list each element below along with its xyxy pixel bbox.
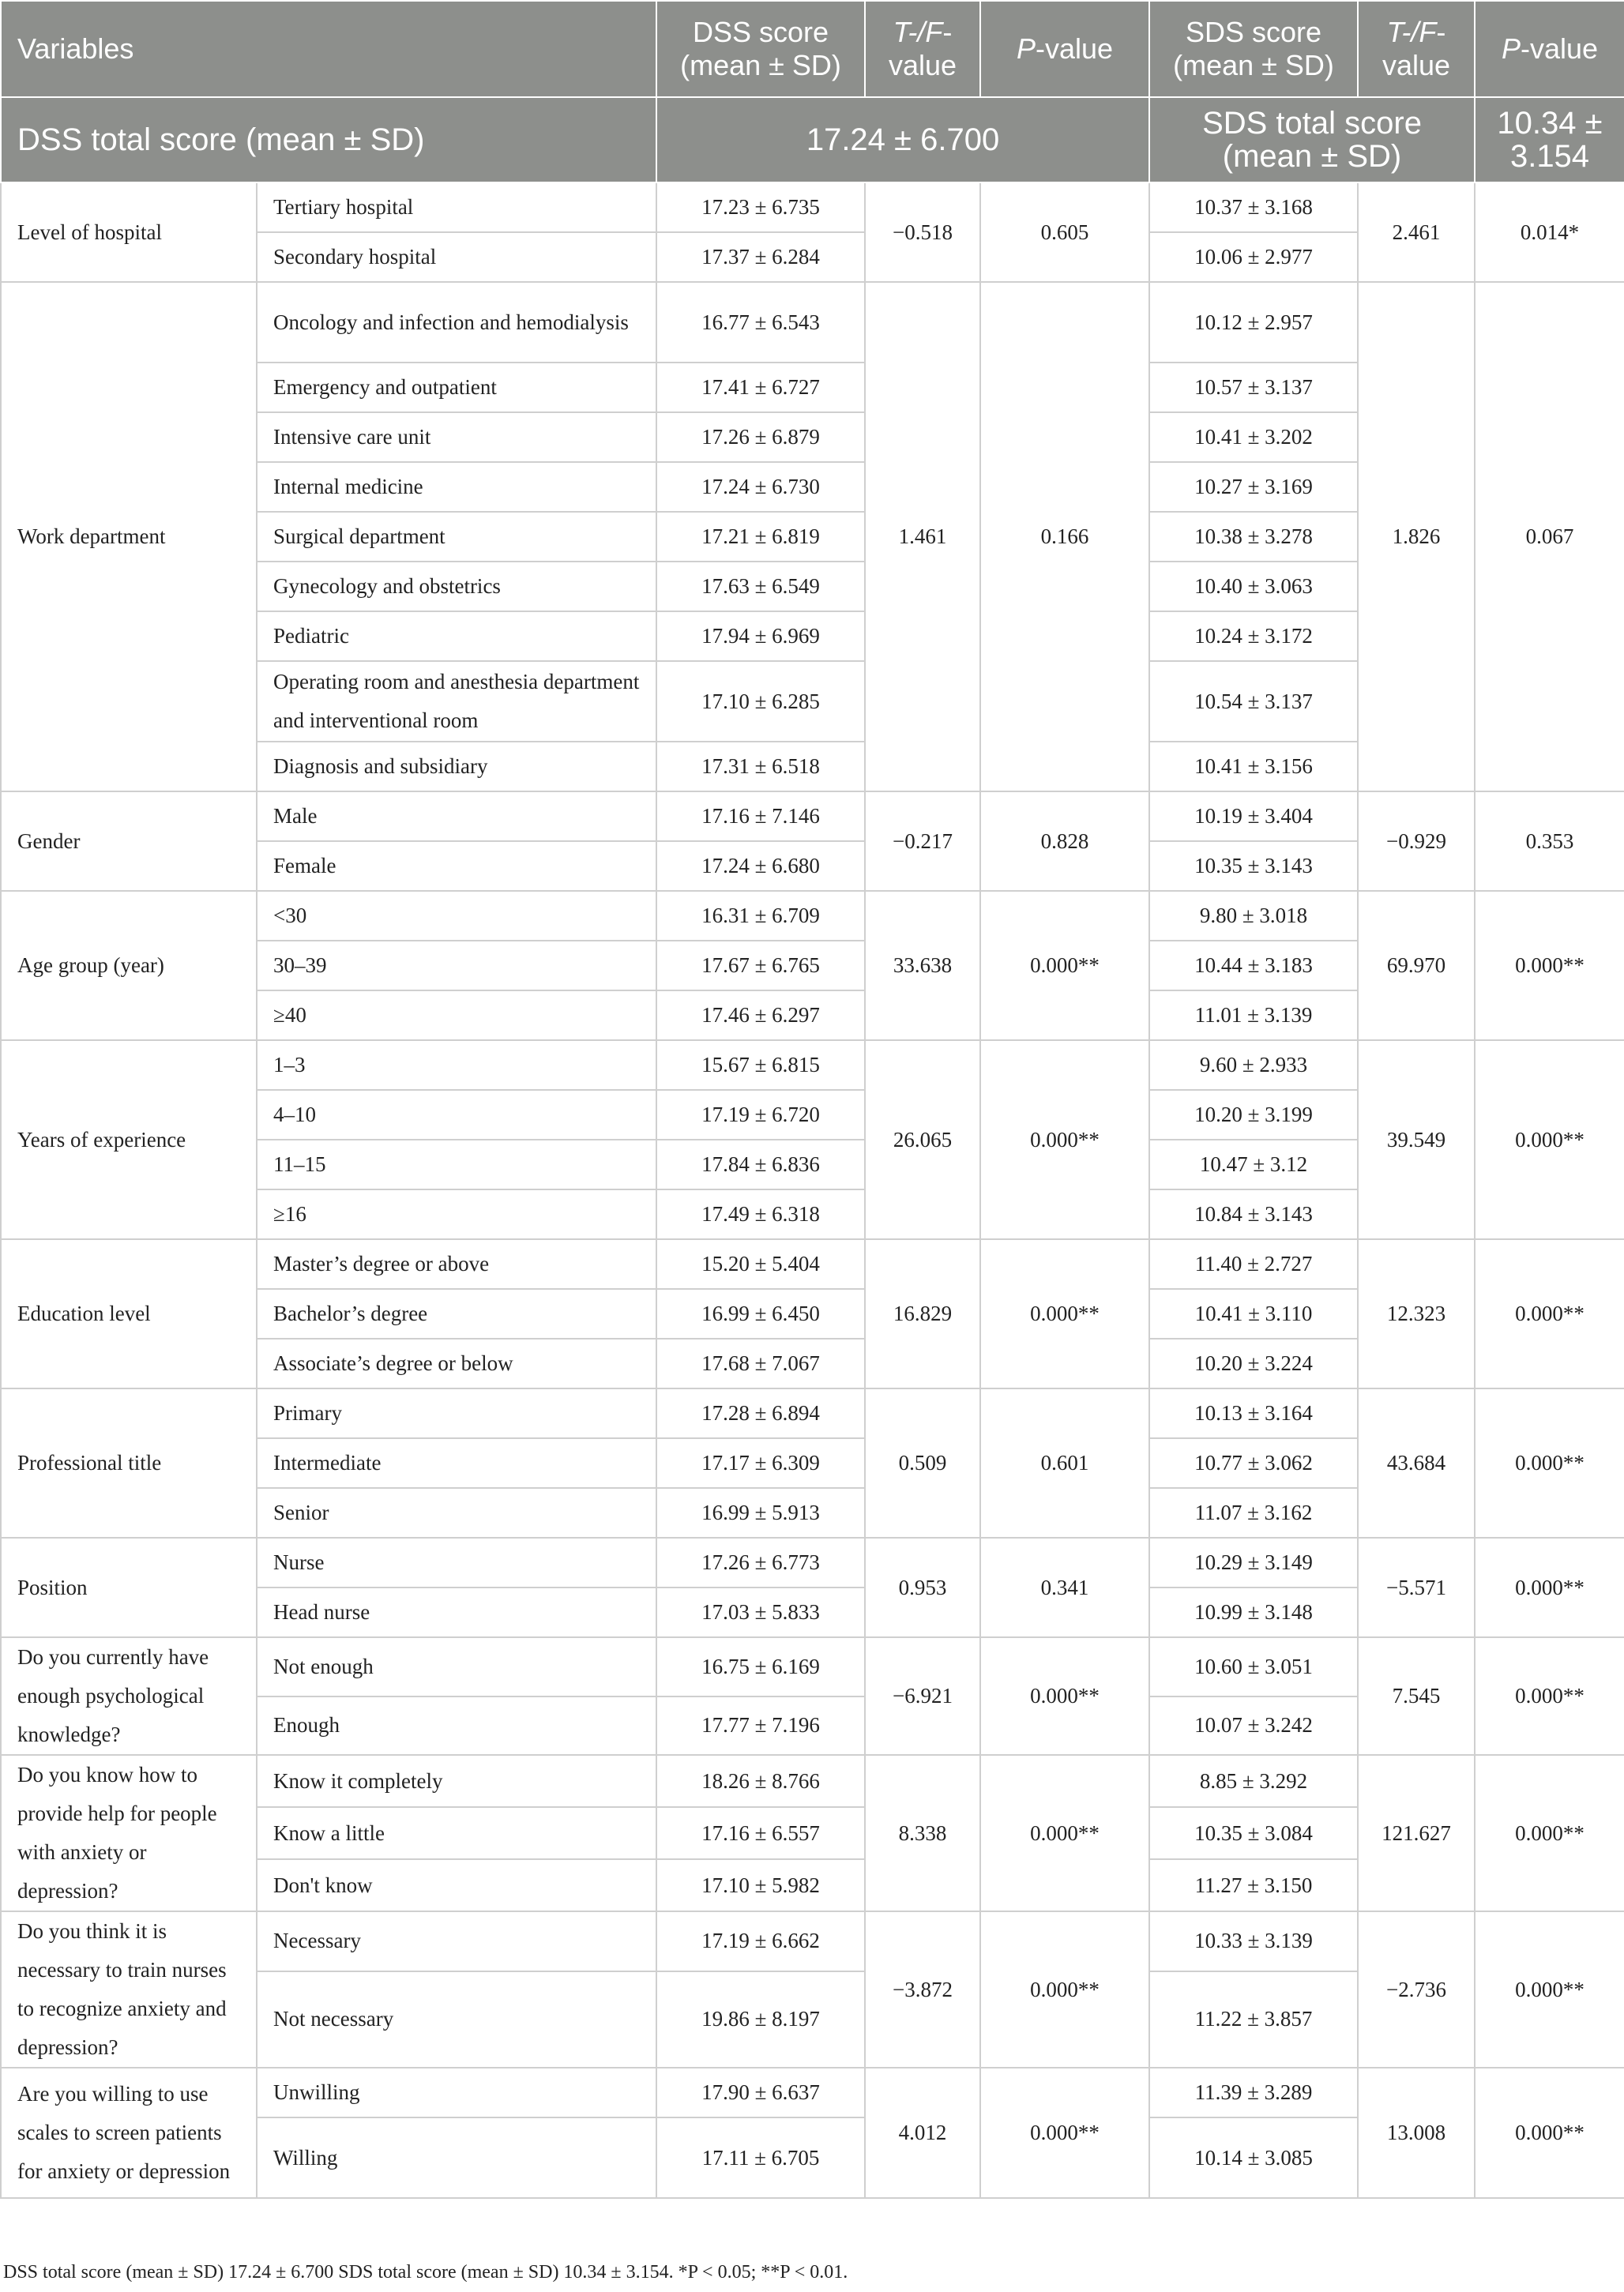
sds-score-cell: 10.35 ± 3.143 bbox=[1149, 841, 1358, 891]
t-f-dss-cell: 4.012 bbox=[865, 2068, 980, 2198]
t-f-dss-cell: 1.461 bbox=[865, 282, 980, 791]
category-cell: 4–10 bbox=[257, 1090, 656, 1140]
category-cell: 11–15 bbox=[257, 1140, 656, 1189]
sds-score-cell: 10.33 ± 3.139 bbox=[1149, 1911, 1358, 1971]
p-sds-cell: 0.000** bbox=[1475, 1388, 1624, 1538]
dss-score-cell: 17.63 ± 6.549 bbox=[656, 562, 865, 611]
header-dss-score: DSS score (mean ± SD) bbox=[656, 1, 865, 97]
header-t-f-italic: T-/F bbox=[1386, 16, 1437, 48]
sds-score-cell: 10.06 ± 2.977 bbox=[1149, 232, 1358, 282]
sds-total-label: SDS total score (mean ± SD) bbox=[1149, 97, 1475, 182]
dss-score-cell: 15.20 ± 5.404 bbox=[656, 1239, 865, 1289]
table-row bbox=[1, 1755, 1624, 1807]
variable-cell: Do you currently have enough psychological knowledge? bbox=[1, 1637, 257, 1755]
dss-score-cell: 17.94 ± 6.969 bbox=[656, 611, 865, 661]
sds-score-cell: 11.39 ± 3.289 bbox=[1149, 2068, 1358, 2117]
category-cell: Senior bbox=[257, 1488, 656, 1538]
t-f-sds-cell: −2.736 bbox=[1358, 1911, 1475, 2068]
variable-cell: Do you think it is necessary to train nurses to recognize anxiety and depression? bbox=[1, 1911, 257, 2068]
dss-score-cell: 17.19 ± 6.662 bbox=[656, 1911, 865, 1971]
dss-score-cell: 16.99 ± 5.913 bbox=[656, 1488, 865, 1538]
category-cell: ≥16 bbox=[257, 1189, 656, 1239]
sds-score-cell: 10.37 ± 3.168 bbox=[1149, 182, 1358, 232]
p-dss-cell: 0.601 bbox=[980, 1388, 1149, 1538]
category-cell: Gynecology and obstetrics bbox=[257, 562, 656, 611]
table-row bbox=[1, 1239, 1624, 1289]
sds-score-cell: 10.84 ± 3.143 bbox=[1149, 1189, 1358, 1239]
category-cell: Bachelor’s degree bbox=[257, 1289, 656, 1339]
dss-score-cell: 17.24 ± 6.730 bbox=[656, 462, 865, 512]
dss-score-cell: 17.77 ± 7.196 bbox=[656, 1696, 865, 1756]
sds-score-cell: 11.01 ± 3.139 bbox=[1149, 990, 1358, 1040]
sds-score-cell: 10.07 ± 3.242 bbox=[1149, 1696, 1358, 1756]
table-row bbox=[1, 1538, 1624, 1587]
dss-score-cell: 17.84 ± 6.836 bbox=[656, 1140, 865, 1189]
p-dss-cell: 0.000** bbox=[980, 891, 1149, 1040]
header-t-f-value-sds bbox=[1358, 1, 1475, 97]
table-footnote: DSS total score (mean ± SD) 17.24 ± 6.700 SDS total score (mean ± SD) 10.34 ± 3.154. *P < 0.05; **P < 0.01. bbox=[3, 2262, 848, 2283]
sds-score-cell: 10.27 ± 3.169 bbox=[1149, 462, 1358, 512]
t-f-dss-cell: −6.921 bbox=[865, 1637, 980, 1755]
dss-score-cell: 17.19 ± 6.720 bbox=[656, 1090, 865, 1140]
t-f-sds-cell: 39.549 bbox=[1358, 1040, 1475, 1239]
dss-score-cell: 15.67 ± 6.815 bbox=[656, 1040, 865, 1090]
category-cell: Know a little bbox=[257, 1807, 656, 1859]
dss-score-cell: 17.46 ± 6.297 bbox=[656, 990, 865, 1040]
dss-score-cell: 17.16 ± 6.557 bbox=[656, 1807, 865, 1859]
dss-score-cell: 17.41 ± 6.727 bbox=[656, 363, 865, 412]
variable-cell: Professional title bbox=[1, 1388, 257, 1538]
header-p-suffix: -value bbox=[1520, 32, 1599, 65]
dss-score-cell: 17.67 ± 6.765 bbox=[656, 941, 865, 990]
dss-score-cell: 17.10 ± 5.982 bbox=[656, 1859, 865, 1911]
dss-score-cell: 17.11 ± 6.705 bbox=[656, 2117, 865, 2198]
t-f-sds-cell: 121.627 bbox=[1358, 1755, 1475, 1911]
variable-cell: Years of experience bbox=[1, 1040, 257, 1239]
t-f-dss-cell: −0.518 bbox=[865, 182, 980, 282]
category-cell: <30 bbox=[257, 891, 656, 941]
header-p-italic: P bbox=[1016, 32, 1036, 65]
category-cell: Intensive care unit bbox=[257, 412, 656, 462]
header-row bbox=[1, 1, 1624, 97]
p-dss-cell: 0.000** bbox=[980, 1239, 1149, 1388]
t-f-dss-cell: 26.065 bbox=[865, 1040, 980, 1239]
t-f-dss-cell: 8.338 bbox=[865, 1755, 980, 1911]
table-row bbox=[1, 282, 1624, 363]
p-sds-cell: 0.067 bbox=[1475, 282, 1624, 791]
t-f-dss-cell: 16.829 bbox=[865, 1239, 980, 1388]
p-sds-cell: 0.000** bbox=[1475, 1755, 1624, 1911]
table-row bbox=[1, 1911, 1624, 1971]
table-row bbox=[1, 1388, 1624, 1438]
table-row bbox=[1, 1637, 1624, 1696]
sds-score-cell: 10.99 ± 3.148 bbox=[1149, 1587, 1358, 1637]
category-cell: Head nurse bbox=[257, 1587, 656, 1637]
sds-score-cell: 10.77 ± 3.062 bbox=[1149, 1438, 1358, 1488]
header-p-suffix: -value bbox=[1035, 32, 1114, 65]
category-cell: Enough bbox=[257, 1696, 656, 1756]
table-row bbox=[1, 791, 1624, 841]
sds-score-cell: 10.35 ± 3.084 bbox=[1149, 1807, 1358, 1859]
dss-score-cell: 17.37 ± 6.284 bbox=[656, 232, 865, 282]
category-cell: Male bbox=[257, 791, 656, 841]
category-cell: 1–3 bbox=[257, 1040, 656, 1090]
category-cell: Intermediate bbox=[257, 1438, 656, 1488]
sds-score-cell: 8.85 ± 3.292 bbox=[1149, 1755, 1358, 1807]
category-cell: Unwilling bbox=[257, 2068, 656, 2117]
category-cell: Necessary bbox=[257, 1911, 656, 1971]
category-cell: Not enough bbox=[257, 1637, 656, 1696]
category-cell: Operating room and anesthesia department and interventional room bbox=[257, 661, 656, 742]
sds-score-cell: 9.60 ± 2.933 bbox=[1149, 1040, 1358, 1090]
category-cell: Willing bbox=[257, 2117, 656, 2198]
header-p-italic: P bbox=[1501, 32, 1521, 65]
header-t-f-suffix: -value bbox=[888, 16, 957, 81]
header-sds-score: SDS score (mean ± SD) bbox=[1149, 1, 1358, 97]
sds-score-cell: 10.20 ± 3.224 bbox=[1149, 1339, 1358, 1388]
sds-score-cell: 10.20 ± 3.199 bbox=[1149, 1090, 1358, 1140]
t-f-sds-cell: 1.826 bbox=[1358, 282, 1475, 791]
p-dss-cell: 0.000** bbox=[980, 1755, 1149, 1911]
t-f-dss-cell: 33.638 bbox=[865, 891, 980, 1040]
category-cell: Oncology and infection and hemodialysis bbox=[257, 282, 656, 363]
sds-score-cell: 11.40 ± 2.727 bbox=[1149, 1239, 1358, 1289]
dss-score-cell: 16.77 ± 6.543 bbox=[656, 282, 865, 363]
p-dss-cell: 0.605 bbox=[980, 182, 1149, 282]
t-f-dss-cell: −3.872 bbox=[865, 1911, 980, 2068]
header-t-f-value-dss bbox=[865, 1, 980, 97]
t-f-sds-cell: 12.323 bbox=[1358, 1239, 1475, 1388]
header-p-value-dss bbox=[980, 1, 1149, 97]
sds-score-cell: 10.57 ± 3.137 bbox=[1149, 363, 1358, 412]
sds-score-cell: 10.44 ± 3.183 bbox=[1149, 941, 1358, 990]
dss-score-cell: 17.26 ± 6.773 bbox=[656, 1538, 865, 1587]
dss-score-cell: 17.26 ± 6.879 bbox=[656, 412, 865, 462]
dss-total-label: DSS total score (mean ± SD) bbox=[1, 97, 656, 182]
dss-score-cell: 17.68 ± 7.067 bbox=[656, 1339, 865, 1388]
sds-score-cell: 10.47 ± 3.12 bbox=[1149, 1140, 1358, 1189]
p-dss-cell: 0.000** bbox=[980, 1911, 1149, 2068]
sds-score-cell: 10.12 ± 2.957 bbox=[1149, 282, 1358, 363]
dss-score-cell: 18.26 ± 8.766 bbox=[656, 1755, 865, 1807]
t-f-sds-cell: 13.008 bbox=[1358, 2068, 1475, 2198]
variable-cell: Level of hospital bbox=[1, 182, 257, 282]
dss-score-cell: 17.24 ± 6.680 bbox=[656, 841, 865, 891]
dss-score-cell: 17.16 ± 7.146 bbox=[656, 791, 865, 841]
category-cell: Primary bbox=[257, 1388, 656, 1438]
variable-cell: Position bbox=[1, 1538, 257, 1637]
category-cell: Know it completely bbox=[257, 1755, 656, 1807]
category-cell: Don't know bbox=[257, 1859, 656, 1911]
dss-score-cell: 17.49 ± 6.318 bbox=[656, 1189, 865, 1239]
p-dss-cell: 0.000** bbox=[980, 2068, 1149, 2198]
t-f-sds-cell: −5.571 bbox=[1358, 1538, 1475, 1637]
category-cell: ≥40 bbox=[257, 990, 656, 1040]
dss-score-cell: 17.10 ± 6.285 bbox=[656, 661, 865, 742]
header-t-f-suffix: -value bbox=[1382, 16, 1451, 81]
sds-score-cell: 10.24 ± 3.172 bbox=[1149, 611, 1358, 661]
p-sds-cell: 0.000** bbox=[1475, 1911, 1624, 2068]
t-f-sds-cell: 7.545 bbox=[1358, 1637, 1475, 1755]
category-cell: Diagnosis and subsidiary bbox=[257, 742, 656, 791]
sds-score-cell: 10.41 ± 3.202 bbox=[1149, 412, 1358, 462]
p-sds-cell: 0.000** bbox=[1475, 891, 1624, 1040]
header-p-value-sds bbox=[1475, 1, 1624, 97]
sds-score-cell: 10.14 ± 3.085 bbox=[1149, 2117, 1358, 2198]
category-cell: Emergency and outpatient bbox=[257, 363, 656, 412]
t-f-sds-cell: 2.461 bbox=[1358, 182, 1475, 282]
category-cell: Female bbox=[257, 841, 656, 891]
category-cell: Secondary hospital bbox=[257, 232, 656, 282]
sds-score-cell: 11.22 ± 3.857 bbox=[1149, 1971, 1358, 2068]
p-sds-cell: 0.000** bbox=[1475, 1040, 1624, 1239]
category-cell: Not necessary bbox=[257, 1971, 656, 2068]
category-cell: Master’s degree or above bbox=[257, 1239, 656, 1289]
variable-cell: Age group (year) bbox=[1, 891, 257, 1040]
dss-score-cell: 17.03 ± 5.833 bbox=[656, 1587, 865, 1637]
dss-score-cell: 16.75 ± 6.169 bbox=[656, 1637, 865, 1696]
sds-score-cell: 10.13 ± 3.164 bbox=[1149, 1388, 1358, 1438]
category-cell: Pediatric bbox=[257, 611, 656, 661]
p-sds-cell: 0.000** bbox=[1475, 2068, 1624, 2198]
dss-score-cell: 17.28 ± 6.894 bbox=[656, 1388, 865, 1438]
t-f-dss-cell: −0.217 bbox=[865, 791, 980, 891]
dss-score-cell: 17.17 ± 6.309 bbox=[656, 1438, 865, 1488]
sds-score-cell: 10.41 ± 3.156 bbox=[1149, 742, 1358, 791]
p-sds-cell: 0.000** bbox=[1475, 1637, 1624, 1755]
sds-total-value: 10.34 ± 3.154 bbox=[1475, 97, 1624, 182]
header-t-f-italic: T-/F bbox=[893, 16, 943, 48]
p-sds-cell: 0.000** bbox=[1475, 1239, 1624, 1388]
variable-cell: Education level bbox=[1, 1239, 257, 1388]
sds-score-cell: 10.41 ± 3.110 bbox=[1149, 1289, 1358, 1339]
p-sds-cell: 0.353 bbox=[1475, 791, 1624, 891]
t-f-dss-cell: 0.953 bbox=[865, 1538, 980, 1637]
p-dss-cell: 0.000** bbox=[980, 1637, 1149, 1755]
sds-score-cell: 11.27 ± 3.150 bbox=[1149, 1859, 1358, 1911]
p-sds-cell: 0.014* bbox=[1475, 182, 1624, 282]
sds-score-cell: 10.60 ± 3.051 bbox=[1149, 1637, 1358, 1696]
dss-score-cell: 17.21 ± 6.819 bbox=[656, 512, 865, 562]
dss-score-cell: 17.23 ± 6.735 bbox=[656, 182, 865, 232]
p-dss-cell: 0.000** bbox=[980, 1040, 1149, 1239]
t-f-sds-cell: −0.929 bbox=[1358, 791, 1475, 891]
variable-cell: Gender bbox=[1, 791, 257, 891]
dss-total-value: 17.24 ± 6.700 bbox=[656, 97, 1149, 182]
sds-score-cell: 10.38 ± 3.278 bbox=[1149, 512, 1358, 562]
sds-score-cell: 10.29 ± 3.149 bbox=[1149, 1538, 1358, 1587]
totals-row bbox=[1, 97, 1624, 182]
sds-score-cell: 9.80 ± 3.018 bbox=[1149, 891, 1358, 941]
t-f-sds-cell: 69.970 bbox=[1358, 891, 1475, 1040]
category-cell: Associate’s degree or below bbox=[257, 1339, 656, 1388]
category-cell: Tertiary hospital bbox=[257, 182, 656, 232]
dss-score-cell: 16.31 ± 6.709 bbox=[656, 891, 865, 941]
sds-score-cell: 10.40 ± 3.063 bbox=[1149, 562, 1358, 611]
dss-score-cell: 16.99 ± 6.450 bbox=[656, 1289, 865, 1339]
category-cell: 30–39 bbox=[257, 941, 656, 990]
category-cell: Internal medicine bbox=[257, 462, 656, 512]
p-dss-cell: 0.828 bbox=[980, 791, 1149, 891]
dss-score-cell: 17.90 ± 6.637 bbox=[656, 2068, 865, 2117]
variable-cell: Work department bbox=[1, 282, 257, 791]
header-variables: Variables bbox=[1, 1, 656, 97]
sds-score-cell: 10.54 ± 3.137 bbox=[1149, 661, 1358, 742]
sds-score-cell: 11.07 ± 3.162 bbox=[1149, 1488, 1358, 1538]
dss-score-cell: 17.31 ± 6.518 bbox=[656, 742, 865, 791]
category-cell: Surgical department bbox=[257, 512, 656, 562]
table-body bbox=[1, 182, 1624, 2198]
dss-score-cell: 19.86 ± 8.197 bbox=[656, 1971, 865, 2068]
p-dss-cell: 0.341 bbox=[980, 1538, 1149, 1637]
t-f-sds-cell: 43.684 bbox=[1358, 1388, 1475, 1538]
table-row bbox=[1, 182, 1624, 232]
variable-cell: Are you willing to use scales to screen patients for anxiety or depression bbox=[1, 2068, 257, 2198]
variable-cell: Do you know how to provide help for people with anxiety or depression? bbox=[1, 1755, 257, 1911]
table-row bbox=[1, 2068, 1624, 2117]
sds-score-cell: 10.19 ± 3.404 bbox=[1149, 791, 1358, 841]
category-cell: Nurse bbox=[257, 1538, 656, 1587]
t-f-dss-cell: 0.509 bbox=[865, 1388, 980, 1538]
table-row bbox=[1, 891, 1624, 941]
table-row bbox=[1, 1040, 1624, 1090]
p-sds-cell: 0.000** bbox=[1475, 1538, 1624, 1637]
p-dss-cell: 0.166 bbox=[980, 282, 1149, 791]
